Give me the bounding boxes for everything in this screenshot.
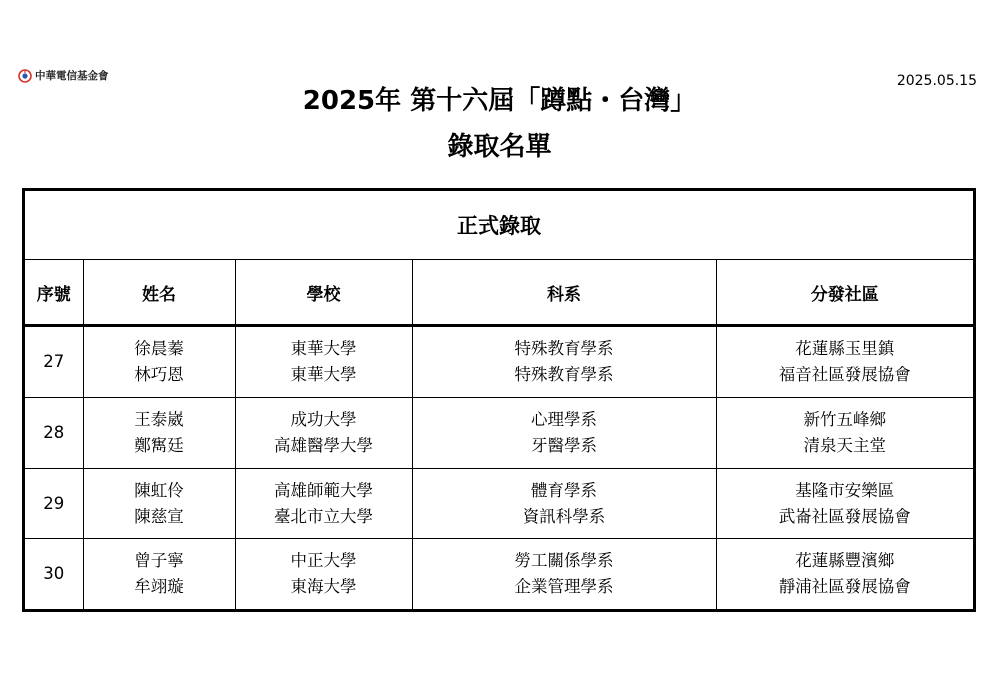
table-row	[25, 326, 973, 398]
school-name: 東華大學	[290, 339, 357, 359]
community-cell	[716, 468, 973, 539]
school-cell	[235, 326, 412, 398]
department-cell	[412, 398, 716, 469]
column-header-community: 分發社區	[716, 260, 973, 326]
community-location: 花蓮縣豐濱鄉	[795, 551, 895, 571]
school-cell	[235, 468, 412, 539]
column-header-school: 學校	[235, 260, 412, 326]
department-name: 企業管理學系	[514, 577, 614, 597]
community-location: 花蓮縣玉里鎮	[795, 339, 895, 359]
publish-date: 2025.05.15	[896, 73, 977, 89]
school-name: 東華大學	[290, 365, 357, 385]
student-name: 牟翊璇	[134, 577, 184, 597]
name-cell	[83, 398, 235, 469]
table-row	[25, 468, 973, 539]
seq-cell: 29	[25, 468, 83, 539]
org-name: 中華電信基金會	[35, 70, 109, 82]
community-cell	[716, 539, 973, 609]
department-name: 勞工關係學系	[514, 551, 614, 571]
community-cell	[716, 398, 973, 469]
student-name: 徐晨蓁	[134, 339, 184, 359]
column-header-name: 姓名	[83, 260, 235, 326]
community-organization: 武崙社區發展協會	[778, 506, 911, 526]
student-name: 曾子寧	[134, 551, 184, 571]
table-row	[25, 539, 973, 609]
department-name: 特殊教育學系	[514, 339, 614, 359]
page-subtitle: 錄取名單	[447, 132, 552, 162]
student-name: 陳虹伶	[134, 480, 184, 500]
admission-table	[22, 188, 976, 612]
seq-cell: 30	[25, 539, 83, 609]
school-name: 高雄師範大學	[274, 480, 373, 500]
student-name: 王泰崴	[134, 409, 184, 429]
department-cell	[412, 468, 716, 539]
community-organization: 清泉天主堂	[803, 435, 886, 455]
name-cell	[83, 539, 235, 609]
department-name: 心理學系	[531, 409, 597, 429]
community-cell	[716, 326, 973, 398]
community-organization: 靜浦社區發展協會	[778, 577, 911, 597]
department-cell	[412, 326, 716, 398]
column-header-department: 科系	[412, 260, 716, 326]
community-organization: 福音社區發展協會	[778, 365, 911, 385]
community-location: 新竹五峰鄉	[803, 409, 886, 429]
seq-cell: 28	[25, 398, 83, 469]
seq-cell: 27	[25, 326, 83, 398]
school-cell	[235, 398, 412, 469]
column-header-seq: 序號	[25, 260, 83, 326]
table-row	[25, 398, 973, 469]
student-name: 陳慈宣	[134, 506, 184, 526]
department-name: 資訊科學系	[522, 506, 606, 526]
department-cell	[412, 539, 716, 609]
school-cell	[235, 539, 412, 609]
name-cell	[83, 326, 235, 398]
school-name: 高雄醫學大學	[274, 435, 373, 455]
community-location: 基隆市安樂區	[795, 480, 895, 500]
department-name: 牙醫學系	[531, 435, 597, 455]
school-name: 臺北市立大學	[274, 506, 373, 526]
department-name: 體育學系	[531, 480, 597, 500]
student-name: 林巧恩	[134, 365, 184, 385]
school-name: 中正大學	[290, 551, 357, 571]
name-cell	[83, 468, 235, 539]
school-name: 東海大學	[290, 577, 357, 597]
section-title: 正式錄取	[25, 191, 973, 260]
page-title: 2025年 第十六屆「蹲點・台灣」	[302, 86, 697, 116]
student-name: 鄭寯廷	[134, 435, 184, 455]
department-name: 特殊教育學系	[514, 365, 614, 385]
school-name: 成功大學	[290, 409, 357, 429]
